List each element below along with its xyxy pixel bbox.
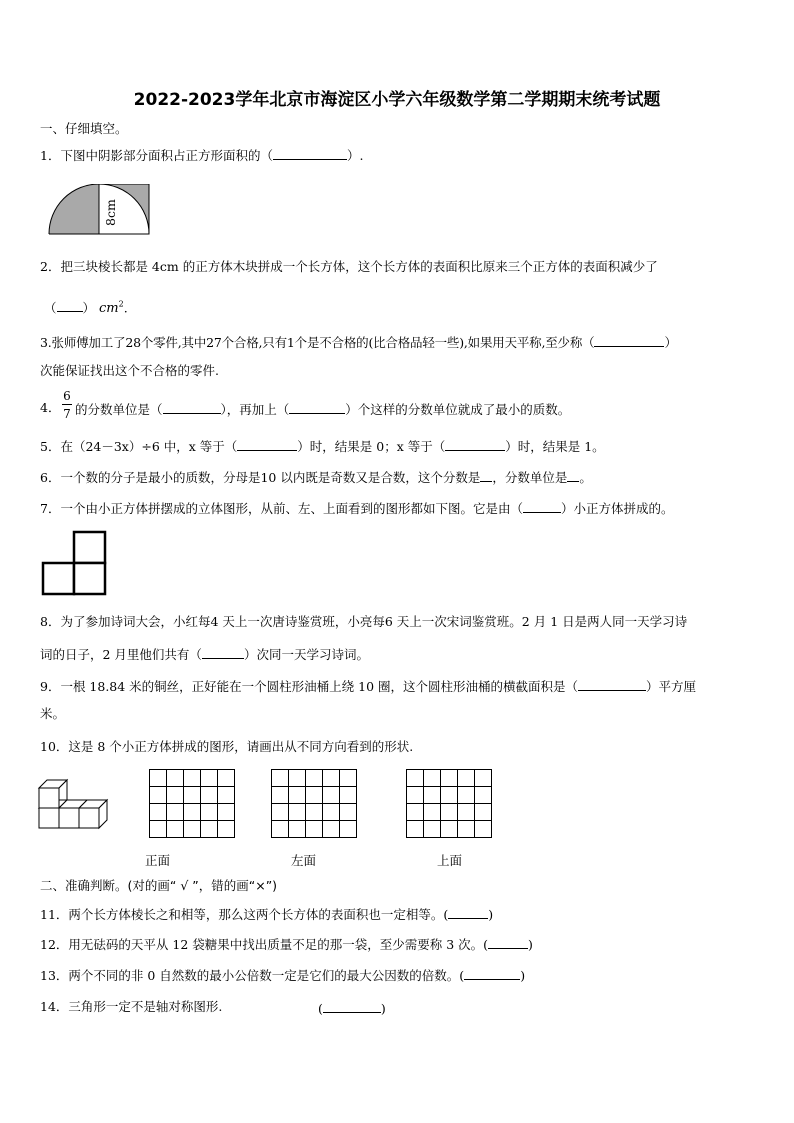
question-8-line-2: 词的日子，2 月里他们共有（ ）次同一天学习诗词。 bbox=[40, 647, 369, 662]
answer-blank[interactable] bbox=[448, 905, 488, 919]
question-2-answer: （ ） $cm^2$. bbox=[44, 300, 128, 317]
question-3-line-2: 次能保证找出这个不合格的零件. bbox=[40, 363, 219, 378]
cube-stack-figure bbox=[36, 770, 118, 832]
grid-top-view[interactable] bbox=[406, 769, 494, 839]
answer-blank[interactable] bbox=[567, 468, 579, 482]
answer-blank[interactable] bbox=[163, 400, 221, 414]
question-14-answer: ( ) bbox=[318, 1001, 386, 1016]
grid-left-view[interactable] bbox=[271, 769, 359, 839]
three-view-figure bbox=[40, 530, 108, 596]
answer-blank[interactable] bbox=[523, 499, 561, 513]
question-8: 8．为了参加诗词大会，小红每4 天上一次唐诗鉴赏班，小亮每6 天上一次宋词鉴赏班。2 月 1 日是两人同一天学习诗 bbox=[40, 614, 688, 629]
answer-blank[interactable] bbox=[202, 645, 244, 659]
answer-blank[interactable] bbox=[237, 437, 297, 451]
question-12: 12．用无砝码的天平从 12 袋糖果中找出质量不足的那一袋，至少需要称 3 次。( ) bbox=[40, 937, 533, 952]
answer-blank[interactable] bbox=[464, 966, 520, 980]
section-1-heading: 一、仔细填空。 bbox=[40, 121, 128, 136]
question-6: 6．一个数的分子是最小的质数，分母是10 以内既是奇数又是合数，这个分数是 ，分数单位是 。 bbox=[40, 470, 592, 485]
answer-blank[interactable] bbox=[578, 677, 646, 691]
fraction-numerator: 6 bbox=[63, 389, 71, 403]
question-14: 14．三角形一定不是轴对称图形. bbox=[40, 999, 223, 1014]
question-1: 1．下图中阴影部分面积占正方形面积的（ ）. bbox=[40, 148, 364, 163]
question-11: 11．两个长方体棱长之和相等，那么这两个长方体的表面积也一定相等。( ) bbox=[40, 907, 494, 922]
fraction-denominator: 7 bbox=[63, 407, 71, 421]
question-13: 13．两个不同的非 0 自然数的最小公倍数一定是它们的最大公因数的倍数。( ) bbox=[40, 968, 526, 983]
side-length-label: 8cm bbox=[103, 199, 118, 226]
question-4-number: 4． bbox=[40, 400, 61, 415]
question-7: 7．一个由小正方体拼摆成的立体图形，从前、左、上面看到的图形都如下图。它是由（ ）小正方体拼成的。 bbox=[40, 501, 674, 516]
view-label-front: 正面 bbox=[145, 853, 171, 868]
question-4: 的分数单位是（ ），再加上（ ）个这样的分数单位就成了最小的质数。 bbox=[75, 402, 571, 417]
grid-front-view[interactable] bbox=[149, 769, 237, 839]
answer-blank[interactable] bbox=[289, 400, 345, 414]
answer-blank[interactable] bbox=[57, 298, 83, 312]
question-1-text: 1．下图中阴影部分面积占正方形面积的（ bbox=[40, 148, 273, 163]
view-label-left: 左面 bbox=[291, 853, 317, 868]
question-2: 2．把三块棱长都是 4cm 的正方体木块拼成一个长方体，这个长方体的表面积比原来三个正方体的表面积减少了 bbox=[40, 259, 658, 274]
section-2-heading: 二、准确判断。(对的画“ √ ”，错的画“×”) bbox=[40, 878, 278, 893]
answer-blank[interactable] bbox=[323, 999, 381, 1013]
answer-blank[interactable] bbox=[273, 146, 347, 160]
view-label-top: 上面 bbox=[437, 853, 463, 868]
question-9: 9．一根 18.84 米的铜丝，正好能在一个圆柱形油桶上绕 10 圈，这个圆柱形油桶的横截面积是（ ）平方厘 bbox=[40, 679, 697, 694]
answer-blank[interactable] bbox=[488, 935, 528, 949]
question-10: 10．这是 8 个小正方体拼成的图形，请画出从不同方向看到的形状. bbox=[40, 739, 414, 754]
question-5: 5．在（24－3x）÷6 中，x 等于（ ）时，结果是 0；x 等于（ ）时，结果是 1。 bbox=[40, 439, 605, 454]
fraction-bar bbox=[62, 404, 72, 405]
question-3: 3.张师傅加工了28个零件,其中27个合格,只有1个是不合格的(比合格品轻一些),如果用天平称,至少称（ ） bbox=[40, 335, 677, 350]
question-9-line-2: 米。 bbox=[40, 706, 66, 721]
answer-blank[interactable] bbox=[480, 468, 492, 482]
page-title: 2022-2023学年北京市海淀区小学六年级数学第二学期期末统考试题 bbox=[133, 90, 661, 110]
answer-blank[interactable] bbox=[445, 437, 505, 451]
shaded-square-figure bbox=[45, 184, 151, 237]
answer-blank[interactable] bbox=[594, 333, 664, 347]
